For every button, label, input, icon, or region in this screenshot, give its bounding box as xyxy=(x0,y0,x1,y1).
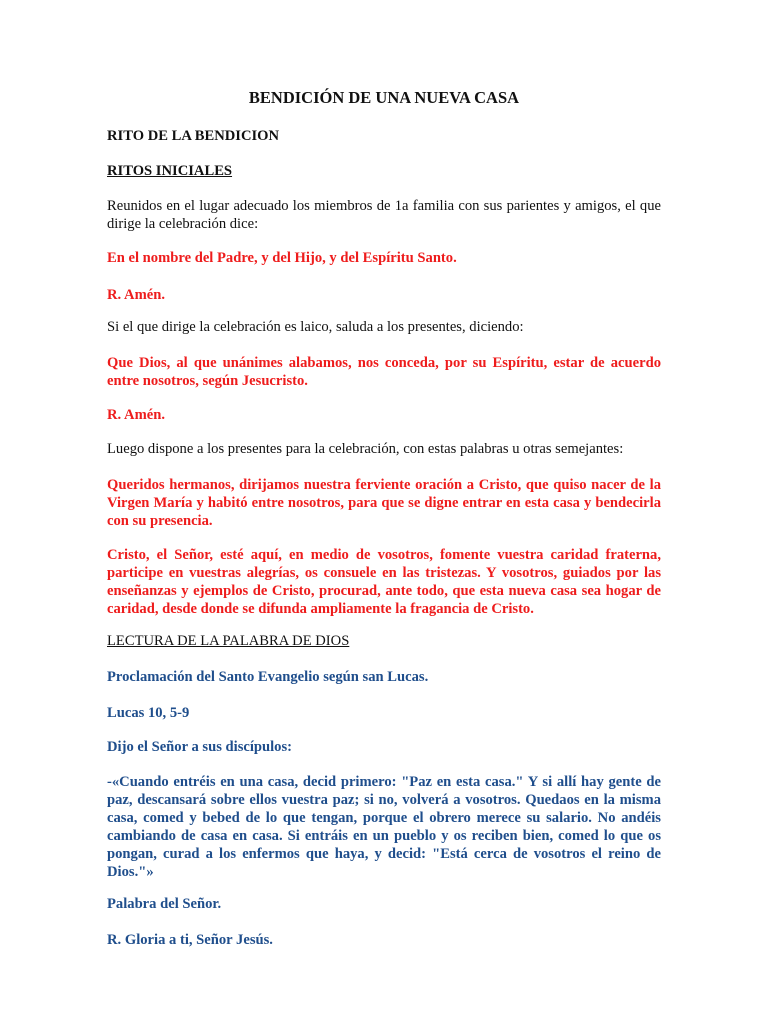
rito-heading: RITO DE LA BENDICION xyxy=(107,128,280,144)
lectura-heading: LECTURA DE LA PALABRA DE DIOS xyxy=(107,633,350,649)
laico-instruction: Si el que dirige la celebración es laico, saluda a los presentes, diciendo: xyxy=(107,319,524,335)
palabra-del-senor: Palabra del Señor. xyxy=(107,896,222,912)
cristo-paragraph: Cristo, el Señor, esté aquí, en medio de vosotros, fomente vuestra caridad fraterna, participe en vuestras alegrías, os consuele en las tristezas. Y vosotros, guiados por las enseñanzas y ejemplos de Cristo, procurad, ante todo, que esta nueva casa sea hogar de caridad, desde donde se difunda ampliamente la fragancia de Cristo. xyxy=(107,547,661,617)
amen-response-2: R. Amén. xyxy=(107,407,165,423)
gospel-reading: -«Cuando entréis en una casa, decid primero: "Paz en esta casa." Y si allí hay gente de paz, descansará sobre ellos vuestra paz; si no, volverá a vosotros. Quedaos en la misma casa, comed y bebed de lo que tengan, porque el obrero merece su salario. No andéis cambiando de casa en casa. Si entráis en un pueblo y os reciben bien, comed lo que os pongan, curad a los enfermos que haya, y decid: "Está cerca de vosotros el reino de Dios."» xyxy=(107,774,661,880)
amen-response-1: R. Amén. xyxy=(107,287,165,303)
intro-paragraph: Reunidos en el lugar adecuado los miembros de 1a familia con sus parientes y amigos, el que dirige la celebración dice: xyxy=(107,198,661,232)
ritos-iniciales-heading: RITOS INICIALES xyxy=(107,163,233,179)
dijo-text: Dijo el Señor a sus discípulos: xyxy=(107,739,293,755)
gloria-response: R. Gloria a ti, Señor Jesús. xyxy=(107,932,273,948)
queridos-paragraph: Queridos hermanos, dirijamos nuestra ferviente oración a Cristo, que quiso nacer de la Virgen María y habitó entre nosotros, para que se digne entrar en esta casa y bendecirla con su presencia. xyxy=(107,477,661,529)
dispone-instruction: Luego dispone a los presentes para la celebración, con estas palabras u otras semejantes: xyxy=(107,441,624,457)
proclamacion-text: Proclamación del Santo Evangelio según san Lucas. xyxy=(107,669,429,685)
document-title: BENDICIÓN DE UNA NUEVA CASA xyxy=(248,88,520,107)
lucas-reference: Lucas 10, 5-9 xyxy=(107,705,190,721)
greeting-text: Que Dios, al que unánimes alabamos, nos conceda, por su Espíritu, estar de acuerdo entre nosotros, según Jesucristo. xyxy=(107,355,661,389)
invocation-text: En el nombre del Padre, y del Hijo, y del Espíritu Santo. xyxy=(107,250,457,266)
